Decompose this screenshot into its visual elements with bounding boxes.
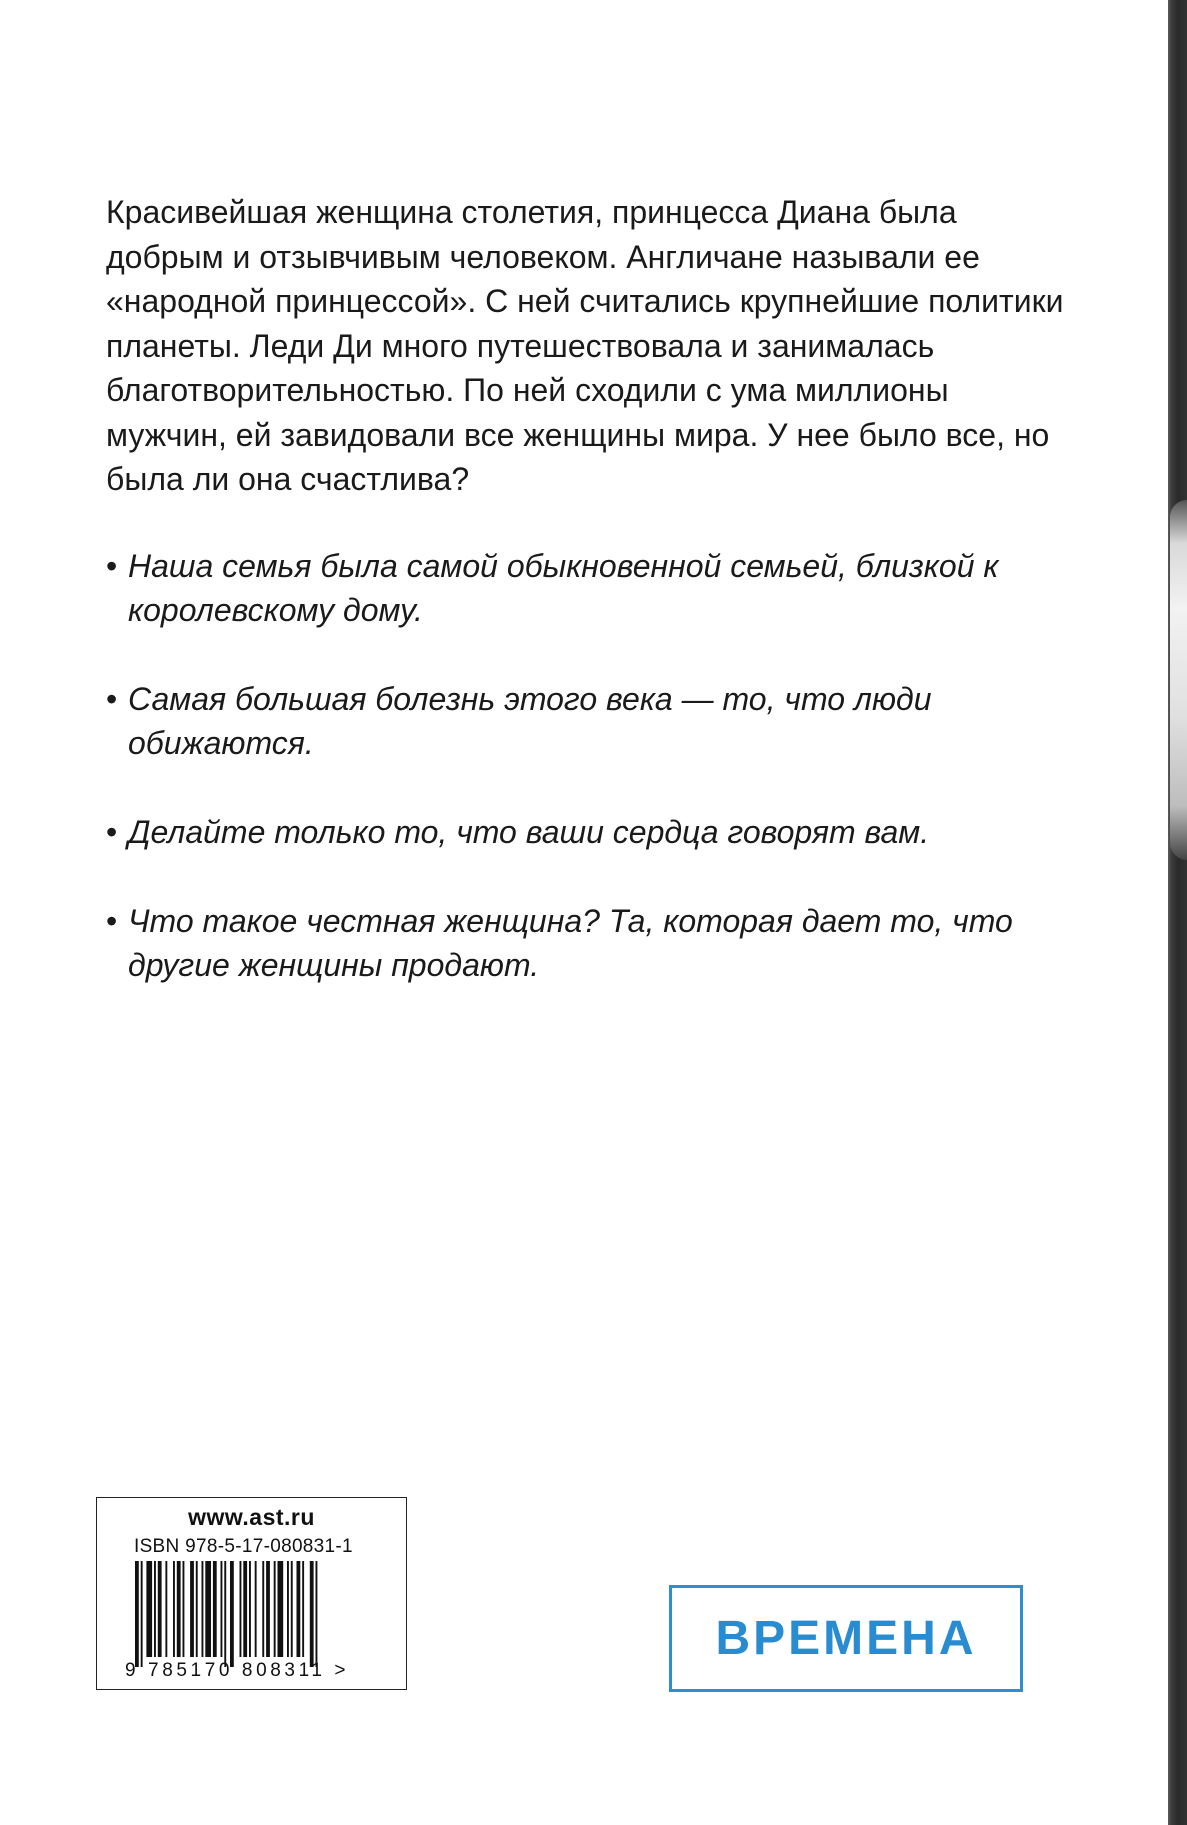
barcode-bar	[158, 1561, 162, 1657]
quote-item	[106, 544, 1086, 632]
barcode-bar	[196, 1561, 198, 1657]
cover-blurb: Красивейшая женщина столетия, принцесса Диана была добрым и отзывчивым человеком. Англичане называли ее «народной принцессой». С ней считались крупнейшие политики планеты. Леди Ди много путешествовала и занималась благотворительностью. По ней сходили с ума миллионы мужчин, ей завидовали все женщины мира. У нее было все, но была ли она счастлива?	[106, 194, 1064, 497]
barcode-bar	[165, 1561, 167, 1657]
barcode-bar	[173, 1561, 175, 1657]
barcode-digits: 9 785170 808311 >	[125, 1660, 350, 1681]
quote-text: Делайте только то, что ваши сердца говорят вам.	[128, 814, 930, 850]
bullet: •	[106, 903, 118, 939]
barcode-bar	[202, 1561, 204, 1657]
quote-item	[106, 810, 1086, 854]
quote-item	[106, 677, 1086, 765]
bullet: •	[106, 814, 118, 850]
barcode-bar	[141, 1561, 143, 1667]
barcode-bar	[135, 1561, 139, 1667]
quote-list	[106, 544, 1086, 1032]
barcode-bar	[262, 1561, 264, 1657]
publisher-name: ВРЕМЕНА	[715, 1612, 977, 1665]
barcode-bar	[255, 1561, 257, 1657]
barcode-bar	[243, 1561, 247, 1657]
barcode-bar	[302, 1561, 304, 1657]
barcode-bar	[154, 1561, 156, 1657]
barcode-bar	[221, 1561, 223, 1657]
barcode-bar	[146, 1561, 152, 1657]
quote-text: Наша семья была самой обыкновенной семьей, близкой к королевскому дому.	[128, 548, 999, 628]
barcode-bar	[266, 1561, 270, 1657]
publisher-logo	[669, 1585, 1023, 1692]
quote-item	[106, 899, 1086, 987]
barcode-bar	[240, 1561, 242, 1657]
bullet: •	[106, 548, 118, 584]
isbn-number: ISBN 978-5-17-080831-1	[134, 1536, 353, 1557]
barcode-bar	[316, 1561, 318, 1667]
barcode-bar	[213, 1561, 217, 1657]
publisher-website: www.ast.ru	[188, 1504, 315, 1530]
barcode-bar	[177, 1561, 181, 1657]
barcode-bar	[310, 1561, 314, 1667]
barcode-bar	[230, 1561, 234, 1667]
barcode-bar	[190, 1561, 194, 1657]
quote-text: Что такое честная женщина? Та, которая дает то, что другие женщины продают.	[128, 903, 1013, 983]
quote-text: Самая большая болезнь этого века — то, что люди обижаются.	[128, 681, 932, 761]
barcode-bar	[224, 1561, 226, 1667]
barcode-bar	[274, 1561, 276, 1657]
spine-edge	[1168, 0, 1187, 1825]
barcode-bar	[287, 1561, 289, 1657]
barcode-bar	[183, 1561, 185, 1657]
barcode-panel	[96, 1497, 407, 1690]
bullet: •	[106, 681, 118, 717]
barcode-bar	[205, 1561, 211, 1657]
barcode-bar	[249, 1561, 251, 1657]
barcode-bar	[278, 1561, 284, 1657]
spine-photo-fragment	[1170, 500, 1187, 860]
barcode-bar	[291, 1561, 293, 1657]
barcode-bar	[297, 1561, 301, 1657]
